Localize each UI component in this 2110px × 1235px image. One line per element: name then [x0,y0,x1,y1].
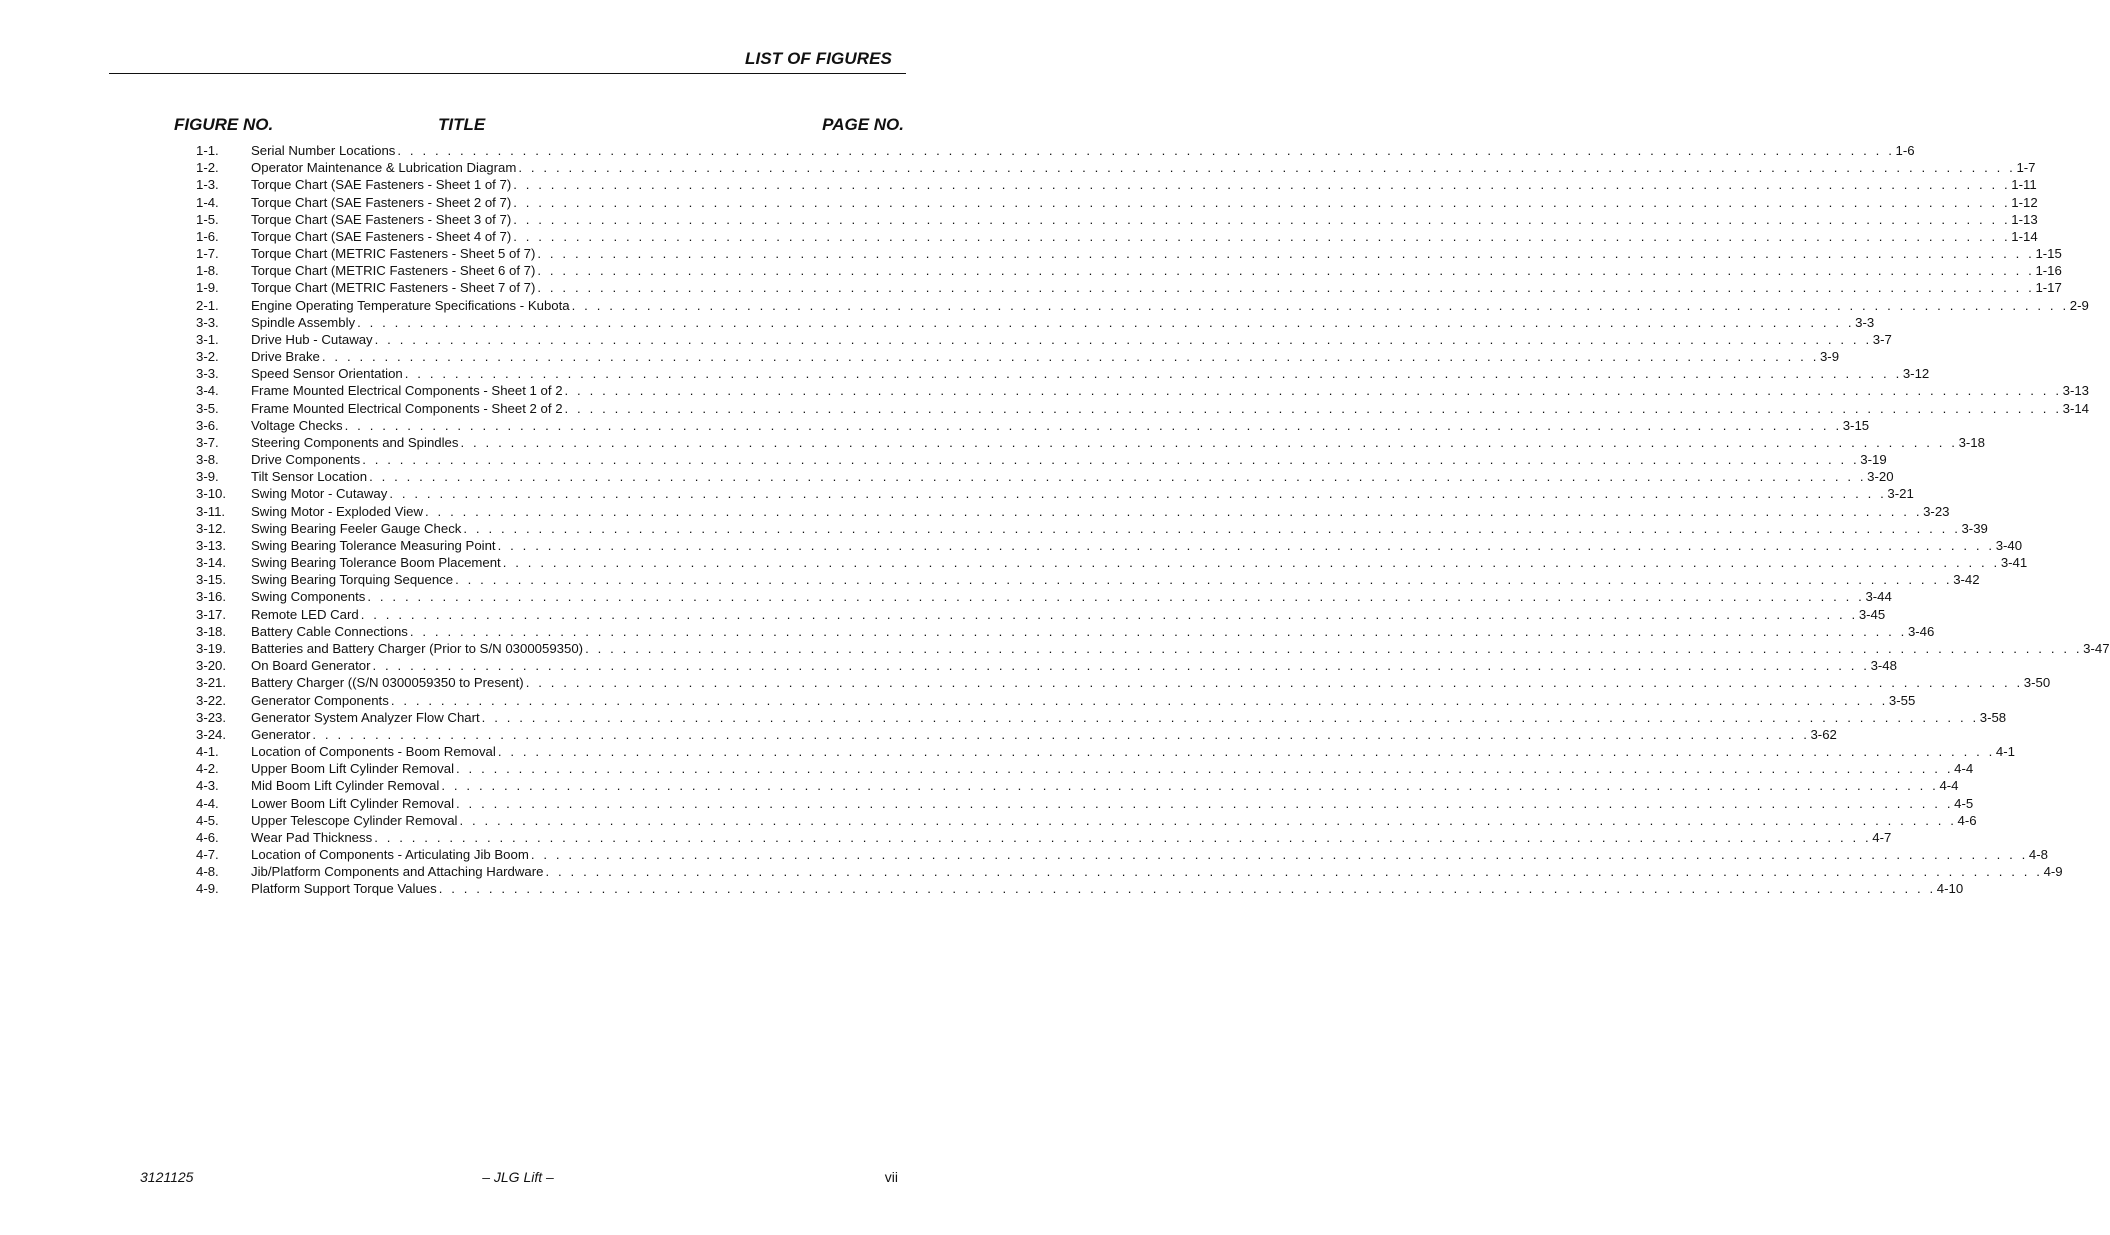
figure-number: 4-2. [196,761,219,777]
list-item[interactable] [196,331,1892,348]
figure-title: Torque Chart (SAE Fasteners - Sheet 3 of 7) [251,211,512,227]
figure-title: Mid Boom Lift Cylinder Removal [251,778,440,794]
list-item[interactable] [196,795,1974,812]
figure-number: 3-16. [196,589,227,605]
list-item[interactable] [196,382,2090,399]
figure-title: Torque Chart (SAE Fasteners - Sheet 4 of 7) [251,228,512,244]
list-item[interactable] [196,520,1988,537]
dot-leader: . . . . . . . . . . . . . . . . . . . . . . . . . . . . . . . . . . . . . . . . . . . . . . . . . . . . . . . . . . . . . . . . . . . . . . . . . . . . . . . . . . . . . . . . . . . . . . . . . . . . . . . . . . . . . . . . . . . . . . . . [372,658,1870,674]
footer-publisher: – JLG Lift – [482,1169,554,1185]
figure-page-number: 4-9 [2043,864,2063,880]
list-item[interactable] [196,503,1950,520]
list-item[interactable] [196,709,2007,726]
figure-page-number: 1-15 [2035,246,2062,262]
figure-number: 3-20. [196,658,227,674]
figure-title: Operator Maintenance & Lubrication Diagram [251,160,517,176]
dot-leader: . . . . . . . . . . . . . . . . . . . . . . . . . . . . . . . . . . . . . . . . . . . . . . . . . . . . . . . . . . . . . . . . . . . . . . . . . . . . . . . . . . . . . . . . . . . . . . . . . . . . . . . . . . . . . . . . . . . . . . . . [441,778,1939,794]
dot-leader: . . . . . . . . . . . . . . . . . . . . . . . . . . . . . . . . . . . . . . . . . . . . . . . . . . . . . . . . . . . . . . . . . . . . . . . . . . . . . . . . . . . . . . . . . . . . . . . . . . . . . . . . . . . . . . . . . . . . . . . . [362,452,1860,468]
figure-page-number: 3-50 [2023,675,2051,691]
figure-number: 1-9. [196,280,219,296]
list-item[interactable] [196,245,2062,262]
list-item[interactable] [196,142,1915,159]
figure-title: Torque Chart (METRIC Fasteners - Sheet 7 of 7) [251,280,536,296]
figure-number: 3-17. [196,606,227,622]
column-headers [0,115,954,137]
figure-page-number: 3-44 [1865,589,1892,605]
column-header-page-no: PAGE NO. [822,115,904,134]
figure-number: 3-11. [196,503,226,519]
figure-number: 3-3. [196,314,219,330]
figure-number: 1-2. [196,160,219,176]
figure-page-number: 3-15 [1842,417,1870,433]
list-item[interactable] [196,468,1894,485]
dot-leader: . . . . . . . . . . . . . . . . . . . . . . . . . . . . . . . . . . . . . . . . . . . . . . . . . . . . . . . . . . . . . . . . . . . . . . . . . . . . . . . . . . . . . . . . . . . . . . . . . . . . . . . . . . . . . . . . . . . . . . . . [459,812,1957,828]
list-item[interactable] [196,537,2023,554]
figure-number: 3-15. [196,572,227,588]
figure-page-number: 3-46 [1907,623,1935,639]
list-item[interactable] [196,777,1959,794]
column-header-title: TITLE [438,115,486,134]
list-item[interactable] [196,365,1930,382]
figure-page-number: 3-42 [1953,572,1980,588]
figure-number: 4-4. [196,795,219,811]
figure-title: On Board Generator [251,658,371,674]
figure-page-number: 3-41 [2000,555,2028,571]
figure-title: Frame Mounted Electrical Components - Sheet 2 of 2 [251,400,563,416]
list-item[interactable] [196,434,1985,451]
figure-number: 3-6. [196,417,219,433]
figure-number: 3-5. [196,400,219,416]
footer-document-number: 3121125 [140,1169,194,1185]
figure-number: 3-13. [196,537,227,553]
figure-number: 4-1. [196,744,219,760]
figure-page-number: 1-16 [2035,263,2062,279]
figure-title: Batteries and Battery Charger (Prior to S/N 0300059350) [251,640,584,656]
figure-title: Voltage Checks [251,417,343,433]
list-item[interactable] [196,623,1935,640]
figure-page-number: 3-14 [2062,400,2090,416]
figure-page-number: 3-47 [2083,640,2110,656]
figure-title: Upper Telescope Cylinder Removal [251,812,458,828]
dot-leader: . . . . . . . . . . . . . . . . . . . . . . . . . . . . . . . . . . . . . . . . . . . . . . . . . . . . . . . . . . . . . . . . . . . . . . . . . . . . . . . . . . . . . . . . . . . . . . . . . . . . . . . . . . . . . . . . . . . . . . . . [460,434,1958,450]
figure-number: 3-12. [196,520,227,536]
dot-leader: . . . . . . . . . . . . . . . . . . . . . . . . . . . . . . . . . . . . . . . . . . . . . . . . . . . . . . . . . . . . . . . . . . . . . . . . . . . . . . . . . . . . . . . . . . . . . . . . . . . . . . . . . . . . . . . . . . . . . . . . [545,864,2043,880]
dot-leader: . . . . . . . . . . . . . . . . . . . . . . . . . . . . . . . . . . . . . . . . . . . . . . . . . . . . . . . . . . . . . . . . . . . . . . . . . . . . . . . . . . . . . . . . . . . . . . . . . . . . . . . . . . . . . . . . . . . . . . . . [463,520,1961,536]
figure-page-number: 3-20 [1867,469,1894,485]
list-item[interactable] [196,829,1892,846]
figure-page-number: 4-4 [1939,778,1959,794]
list-item[interactable] [196,571,1980,588]
figure-page-number: 4-7 [1872,829,1892,845]
dot-leader: . . . . . . . . . . . . . . . . . . . . . . . . . . . . . . . . . . . . . . . . . . . . . . . . . . . . . . . . . . . . . . . . . . . . . . . . . . . . . . . . . . . . . . . . . . . . . . . . . . . . . . . . . . . . . . . . . . . . . . . . [374,829,1872,845]
figure-number: 4-3. [196,778,219,794]
figure-page-number: 3-48 [1870,658,1897,674]
figure-number: 4-6. [196,829,219,845]
figure-page-number: 4-8 [2028,847,2048,863]
figure-number: 3-10. [196,486,227,502]
figure-title: Torque Chart (METRIC Fasteners - Sheet 5 of 7) [251,246,536,262]
figure-page-number: 3-23 [1923,503,1950,519]
list-item[interactable] [196,588,1892,605]
list-item[interactable] [196,228,2038,245]
figure-page-number: 3-55 [1888,692,1916,708]
figure-title: Generator System Analyzer Flow Chart [251,709,480,725]
figure-number: 3-7. [196,434,219,450]
dot-leader: . . . . . . . . . . . . . . . . . . . . . . . . . . . . . . . . . . . . . . . . . . . . . . . . . . . . . . . . . . . . . . . . . . . . . . . . . . . . . . . . . . . . . . . . . . . . . . . . . . . . . . . . . . . . . . . . . . . . . . . . [321,349,1819,365]
list-item[interactable] [196,863,2063,880]
figure-title: Swing Bearing Tolerance Measuring Point [251,537,496,553]
dot-leader: . . . . . . . . . . . . . . . . . . . . . . . . . . . . . . . . . . . . . . . . . . . . . . . . . . . . . . . . . . . . . . . . . . . . . . . . . . . . . . . . . . . . . . . . . . . . . . . . . . . . . . . . . . . . . . . . . . . . . . . . [525,675,2023,691]
figure-page-number: 3-62 [1810,726,1837,742]
figure-number: 3-3. [196,366,219,382]
list-item[interactable] [196,640,2110,657]
figure-number: 1-7. [196,246,219,262]
figure-number: 3-1. [196,331,219,347]
figure-number: 3-2. [196,349,219,365]
figure-number: 4-8. [196,864,219,880]
figure-number: 3-4. [196,383,219,399]
figure-page-number: 3-58 [1979,709,2007,725]
list-item[interactable] [196,159,2036,176]
figure-page-number: 3-40 [1995,537,2023,553]
figure-page-number: 3-45 [1858,606,1886,622]
figure-title: Battery Charger ((S/N 0300059350 to Present) [251,675,524,691]
figure-page-number: 3-19 [1860,452,1887,468]
figure-number: 4-5. [196,812,219,828]
list-item[interactable] [196,400,2090,417]
dot-leader: . . . . . . . . . . . . . . . . . . . . . . . . . . . . . . . . . . . . . . . . . . . . . . . . . . . . . . . . . . . . . . . . . . . . . . . . . . . . . . . . . . . . . . . . . . . . . . . . . . . . . . . . . . . . . . . . . . . . . . . . [513,211,2011,227]
figure-page-number: 3-3 [1855,314,1875,330]
figure-title: Jib/Platform Components and Attaching Hardware [251,864,544,880]
figure-page-number: 3-12 [1902,366,1930,382]
list-item[interactable] [196,176,2037,193]
dot-leader: . . . . . . . . . . . . . . . . . . . . . . . . . . . . . . . . . . . . . . . . . . . . . . . . . . . . . . . . . . . . . . . . . . . . . . . . . . . . . . . . . . . . . . . . . . . . . . . . . . . . . . . . . . . . . . . . . . . . . . . . [513,177,2011,193]
figure-number: 4-7. [196,847,219,863]
figure-number: 1-4. [196,194,219,210]
figure-number: 1-6. [196,228,219,244]
list-item[interactable] [196,726,1837,743]
figure-page-number: 1-14 [2011,228,2038,244]
figure-title: Tilt Sensor Location [251,469,368,485]
figure-number: 3-18. [196,623,227,639]
figure-page-number: 4-10 [1936,881,1964,897]
dot-leader: . . . . . . . . . . . . . . . . . . . . . . . . . . . . . . . . . . . . . . . . . . . . . . . . . . . . . . . . . . . . . . . . . . . . . . . . . . . . . . . . . . . . . . . . . . . . . . . . . . . . . . . . . . . . . . . . . . . . . . . . [513,194,2011,210]
dot-leader: . . . . . . . . . . . . . . . . . . . . . . . . . . . . . . . . . . . . . . . . . . . . . . . . . . . . . . . . . . . . . . . . . . . . . . . . . . . . . . . . . . . . . . . . . . . . . . . . . . . . . . . . . . . . . . . . . . . . . . . . [389,486,1887,502]
figure-page-number: 1-7 [2016,160,2036,176]
figure-title: Platform Support Torque Values [251,881,437,897]
dot-leader: . . . . . . . . . . . . . . . . . . . . . . . . . . . . . . . . . . . . . . . . . . . . . . . . . . . . . . . . . . . . . . . . . . . . . . . . . . . . . . . . . . . . . . . . . . . . . . . . . . . . . . . . . . . . . . . . . . . . . . . . [502,555,2000,571]
figure-title: Remote LED Card [251,606,359,622]
figure-title: Wear Pad Thickness [251,829,373,845]
figure-title: Swing Motor - Exploded View [251,503,424,519]
dot-leader: . . . . . . . . . . . . . . . . . . . . . . . . . . . . . . . . . . . . . . . . . . . . . . . . . . . . . . . . . . . . . . . . . . . . . . . . . . . . . . . . . . . . . . . . . . . . . . . . . . . . . . . . . . . . . . . . . . . . . . . . [497,744,1995,760]
figure-page-number: 1-17 [2035,280,2062,296]
figure-page-number: 1-11 [2011,177,2037,193]
figure-title: Battery Cable Connections [251,623,408,639]
dot-leader: . . . . . . . . . . . . . . . . . . . . . . . . . . . . . . . . . . . . . . . . . . . . . . . . . . . . . . . . . . . . . . . . . . . . . . . . . . . . . . . . . . . . . . . . . . . . . . . . . . . . . . . . . . . . . . . . . . . . . . . . [537,246,2035,262]
figure-number: 1-1. [196,143,219,158]
list-item[interactable] [196,297,2089,314]
list-item[interactable] [196,314,1875,331]
list-item[interactable] [196,262,2062,279]
figure-number: 3-24. [196,726,227,742]
figure-title: Drive Hub - Cutaway [251,331,373,347]
figure-number: 3-19. [196,640,227,656]
figure-number: 3-22. [196,692,227,708]
list-item[interactable] [196,692,1916,709]
figure-number: 3-14. [196,555,227,571]
header-rule [109,73,906,74]
list-item[interactable] [196,279,2062,296]
figure-title: Swing Bearing Tolerance Boom Placement [251,555,501,571]
figure-title: Engine Operating Temperature Specifications - Kubota [251,297,570,313]
list-item[interactable] [196,812,1977,829]
dot-leader: . . . . . . . . . . . . . . . . . . . . . . . . . . . . . . . . . . . . . . . . . . . . . . . . . . . . . . . . . . . . . . . . . . . . . . . . . . . . . . . . . . . . . . . . . . . . . . . . . . . . . . . . . . . . . . . . . . . . . . . . [360,606,1858,622]
dot-leader: . . . . . . . . . . . . . . . . . . . . . . . . . . . . . . . . . . . . . . . . . . . . . . . . . . . . . . . . . . . . . . . . . . . . . . . . . . . . . . . . . . . . . . . . . . . . . . . . . . . . . . . . . . . . . . . . . . . . . . . . [571,297,2069,313]
figure-page-number: 4-5 [1954,795,1974,811]
list-item[interactable] [196,211,2038,228]
dot-leader: . . . . . . . . . . . . . . . . . . . . . . . . . . . . . . . . . . . . . . . . . . . . . . . . . . . . . . . . . . . . . . . . . . . . . . . . . . . . . . . . . . . . . . . . . . . . . . . . . . . . . . . . . . . . . . . . . . . . . . . . [404,366,1902,382]
figure-title: Spindle Assembly [251,314,356,330]
dot-leader: . . . . . . . . . . . . . . . . . . . . . . . . . . . . . . . . . . . . . . . . . . . . . . . . . . . . . . . . . . . . . . . . . . . . . . . . . . . . . . . . . . . . . . . . . . . . . . . . . . . . . . . . . . . . . . . . . . . . . . . . [357,314,1855,330]
figure-number: 3-21. [196,675,227,691]
list-item[interactable] [196,880,1964,897]
dot-leader: . . . . . . . . . . . . . . . . . . . . . . . . . . . . . . . . . . . . . . . . . . . . . . . . . . . . . . . . . . . . . . . . . . . . . . . . . . . . . . . . . . . . . . . . . . . . . . . . . . . . . . . . . . . . . . . . . . . . . . . . [390,692,1888,708]
list-item[interactable] [196,417,1870,434]
dot-leader: . . . . . . . . . . . . . . . . . . . . . . . . . . . . . . . . . . . . . . . . . . . . . . . . . . . . . . . . . . . . . . . . . . . . . . . . . . . . . . . . . . . . . . . . . . . . . . . . . . . . . . . . . . . . . . . . . . . . . . . . [513,228,2011,244]
figure-title: Frame Mounted Electrical Components - Sheet 1 of 2 [251,383,563,399]
figure-title: Torque Chart (METRIC Fasteners - Sheet 6 of 7) [251,263,536,279]
figure-page-number: 2-9 [2069,297,2089,313]
list-item[interactable] [196,554,2028,571]
figure-title: Drive Brake [251,349,320,365]
figure-number: 3-9. [196,469,219,485]
figure-page-number: 3-39 [1961,520,1988,536]
dot-leader: . . . . . . . . . . . . . . . . . . . . . . . . . . . . . . . . . . . . . . . . . . . . . . . . . . . . . . . . . . . . . . . . . . . . . . . . . . . . . . . . . . . . . . . . . . . . . . . . . . . . . . . . . . . . . . . . . . . . . . . . [455,572,1953,588]
list-item[interactable] [196,485,1914,502]
figure-title: Steering Components and Spindles [251,434,459,450]
page-header-title: LIST OF FIGURES [745,49,892,68]
dot-leader: . . . . . . . . . . . . . . . . . . . . . . . . . . . . . . . . . . . . . . . . . . . . . . . . . . . . . . . . . . . . . . . . . . . . . . . . . . . . . . . . . . . . . . . . . . . . . . . . . . . . . . . . . . . . . . . . . . . . . . . . [344,417,1842,433]
figure-title: Upper Boom Lift Cylinder Removal [251,761,455,777]
figure-title: Drive Components [251,452,361,468]
figure-number: 4-9. [196,881,219,897]
figure-title: Serial Number Locations [251,143,396,158]
dot-leader: . . . . . . . . . . . . . . . . . . . . . . . . . . . . . . . . . . . . . . . . . . . . . . . . . . . . . . . . . . . . . . . . . . . . . . . . . . . . . . . . . . . . . . . . . . . . . . . . . . . . . . . . . . . . . . . . . . . . . . . . [564,383,2062,399]
dot-leader: . . . . . . . . . . . . . . . . . . . . . . . . . . . . . . . . . . . . . . . . . . . . . . . . . . . . . . . . . . . . . . . . . . . . . . . . . . . . . . . . . . . . . . . . . . . . . . . . . . . . . . . . . . . . . . . . . . . . . . . . [425,503,1923,519]
figure-number: 3-23. [196,709,227,725]
list-item[interactable] [196,194,2038,211]
dot-leader: . . . . . . . . . . . . . . . . . . . . . . . . . . . . . . . . . . . . . . . . . . . . . . . . . . . . . . . . . . . . . . . . . . . . . . . . . . . . . . . . . . . . . . . . . . . . . . . . . . . . . . . . . . . . . . . . . . . . . . . . [585,640,2083,656]
list-item[interactable] [196,348,1840,365]
figure-number: 3-8. [196,452,219,468]
dot-leader: . . . . . . . . . . . . . . . . . . . . . . . . . . . . . . . . . . . . . . . . . . . . . . . . . . . . . . . . . . . . . . . . . . . . . . . . . . . . . . . . . . . . . . . . . . . . . . . . . . . . . . . . . . . . . . . . . . . . . . . . [481,709,1979,725]
list-item[interactable] [196,674,2051,691]
figure-number: 1-8. [196,263,219,279]
figure-page-number: 4-6 [1957,812,1977,828]
figure-page-number: 1-13 [2011,211,2038,227]
figure-title: Location of Components - Boom Removal [251,744,496,760]
figure-page-number: 3-13 [2062,383,2090,399]
figure-title: Torque Chart (SAE Fasteners - Sheet 2 of 7) [251,194,512,210]
dot-leader: . . . . . . . . . . . . . . . . . . . . . . . . . . . . . . . . . . . . . . . . . . . . . . . . . . . . . . . . . . . . . . . . . . . . . . . . . . . . . . . . . . . . . . . . . . . . . . . . . . . . . . . . . . . . . . . . . . . . . . . . [369,469,1867,485]
figure-title: Swing Bearing Torquing Sequence [251,572,454,588]
dot-leader: . . . . . . . . . . . . . . . . . . . . . . . . . . . . . . . . . . . . . . . . . . . . . . . . . . . . . . . . . . . . . . . . . . . . . . . . . . . . . . . . . . . . . . . . . . . . . . . . . . . . . . . . . . . . . . . . . . . . . . . . [397,143,1895,158]
dot-leader: . . . . . . . . . . . . . . . . . . . . . . . . . . . . . . . . . . . . . . . . . . . . . . . . . . . . . . . . . . . . . . . . . . . . . . . . . . . . . . . . . . . . . . . . . . . . . . . . . . . . . . . . . . . . . . . . . . . . . . . . [374,331,1872,347]
figure-list [196,142,2110,898]
figure-title: Lower Boom Lift Cylinder Removal [251,795,455,811]
dot-leader: . . . . . . . . . . . . . . . . . . . . . . . . . . . . . . . . . . . . . . . . . . . . . . . . . . . . . . . . . . . . . . . . . . . . . . . . . . . . . . . . . . . . . . . . . . . . . . . . . . . . . . . . . . . . . . . . . . . . . . . . [312,726,1810,742]
footer-page-number: vii [884,1169,898,1185]
dot-leader: . . . . . . . . . . . . . . . . . . . . . . . . . . . . . . . . . . . . . . . . . . . . . . . . . . . . . . . . . . . . . . . . . . . . . . . . . . . . . . . . . . . . . . . . . . . . . . . . . . . . . . . . . . . . . . . . . . . . . . . . [409,623,1907,639]
figure-page-number: 1-6 [1895,143,1915,158]
figure-title: Generator Components [251,692,389,708]
figure-title: Swing Bearing Feeler Gauge Check [251,520,462,536]
dot-leader: . . . . . . . . . . . . . . . . . . . . . . . . . . . . . . . . . . . . . . . . . . . . . . . . . . . . . . . . . . . . . . . . . . . . . . . . . . . . . . . . . . . . . . . . . . . . . . . . . . . . . . . . . . . . . . . . . . . . . . . . [537,263,2035,279]
column-header-figure-no: FIGURE NO. [174,115,274,134]
list-item[interactable] [196,451,1887,468]
figure-number: 1-3. [196,177,219,193]
figure-title: Torque Chart (SAE Fasteners - Sheet 1 of 7) [251,177,512,193]
dot-leader: . . . . . . . . . . . . . . . . . . . . . . . . . . . . . . . . . . . . . . . . . . . . . . . . . . . . . . . . . . . . . . . . . . . . . . . . . . . . . . . . . . . . . . . . . . . . . . . . . . . . . . . . . . . . . . . . . . . . . . . . [518,160,2016,176]
list-item[interactable] [196,760,1974,777]
dot-leader: . . . . . . . . . . . . . . . . . . . . . . . . . . . . . . . . . . . . . . . . . . . . . . . . . . . . . . . . . . . . . . . . . . . . . . . . . . . . . . . . . . . . . . . . . . . . . . . . . . . . . . . . . . . . . . . . . . . . . . . . [537,280,2035,296]
dot-leader: . . . . . . . . . . . . . . . . . . . . . . . . . . . . . . . . . . . . . . . . . . . . . . . . . . . . . . . . . . . . . . . . . . . . . . . . . . . . . . . . . . . . . . . . . . . . . . . . . . . . . . . . . . . . . . . . . . . . . . . . [564,400,2062,416]
list-item[interactable] [196,657,1897,674]
dot-leader: . . . . . . . . . . . . . . . . . . . . . . . . . . . . . . . . . . . . . . . . . . . . . . . . . . . . . . . . . . . . . . . . . . . . . . . . . . . . . . . . . . . . . . . . . . . . . . . . . . . . . . . . . . . . . . . . . . . . . . . . [367,589,1865,605]
figure-page-number: 4-1 [1995,744,2015,760]
figure-page-number: 3-18 [1958,434,1985,450]
dot-leader: . . . . . . . . . . . . . . . . . . . . . . . . . . . . . . . . . . . . . . . . . . . . . . . . . . . . . . . . . . . . . . . . . . . . . . . . . . . . . . . . . . . . . . . . . . . . . . . . . . . . . . . . . . . . . . . . . . . . . . . . [438,881,1936,897]
page-footer [0,1169,954,1189]
figure-number: 2-1. [196,297,219,313]
list-item[interactable] [196,846,2048,863]
figure-page-number: 4-4 [1954,761,1974,777]
figure-page-number: 1-12 [2011,194,2038,210]
dot-leader: . . . . . . . . . . . . . . . . . . . . . . . . . . . . . . . . . . . . . . . . . . . . . . . . . . . . . . . . . . . . . . . . . . . . . . . . . . . . . . . . . . . . . . . . . . . . . . . . . . . . . . . . . . . . . . . . . . . . . . . . [456,761,1954,777]
figure-title: Location of Components - Articulating Jib Boom [251,847,529,863]
figure-number: 1-5. [196,211,219,227]
figure-page-number: 3-7 [1872,331,1892,347]
list-item[interactable] [196,606,1886,623]
figure-title: Generator [251,726,311,742]
figure-title: Swing Motor - Cutaway [251,486,388,502]
figure-title: Speed Sensor Orientation [251,366,403,382]
figure-page-number: 3-9 [1819,349,1840,365]
figure-page-number: 3-21 [1887,486,1914,502]
dot-leader: . . . . . . . . . . . . . . . . . . . . . . . . . . . . . . . . . . . . . . . . . . . . . . . . . . . . . . . . . . . . . . . . . . . . . . . . . . . . . . . . . . . . . . . . . . . . . . . . . . . . . . . . . . . . . . . . . . . . . . . . [456,795,1954,811]
dot-leader: . . . . . . . . . . . . . . . . . . . . . . . . . . . . . . . . . . . . . . . . . . . . . . . . . . . . . . . . . . . . . . . . . . . . . . . . . . . . . . . . . . . . . . . . . . . . . . . . . . . . . . . . . . . . . . . . . . . . . . . . [497,537,1995,553]
dot-leader: . . . . . . . . . . . . . . . . . . . . . . . . . . . . . . . . . . . . . . . . . . . . . . . . . . . . . . . . . . . . . . . . . . . . . . . . . . . . . . . . . . . . . . . . . . . . . . . . . . . . . . . . . . . . . . . . . . . . . . . . [530,847,2028,863]
list-item[interactable] [196,743,2015,760]
figure-title: Swing Components [251,589,366,605]
